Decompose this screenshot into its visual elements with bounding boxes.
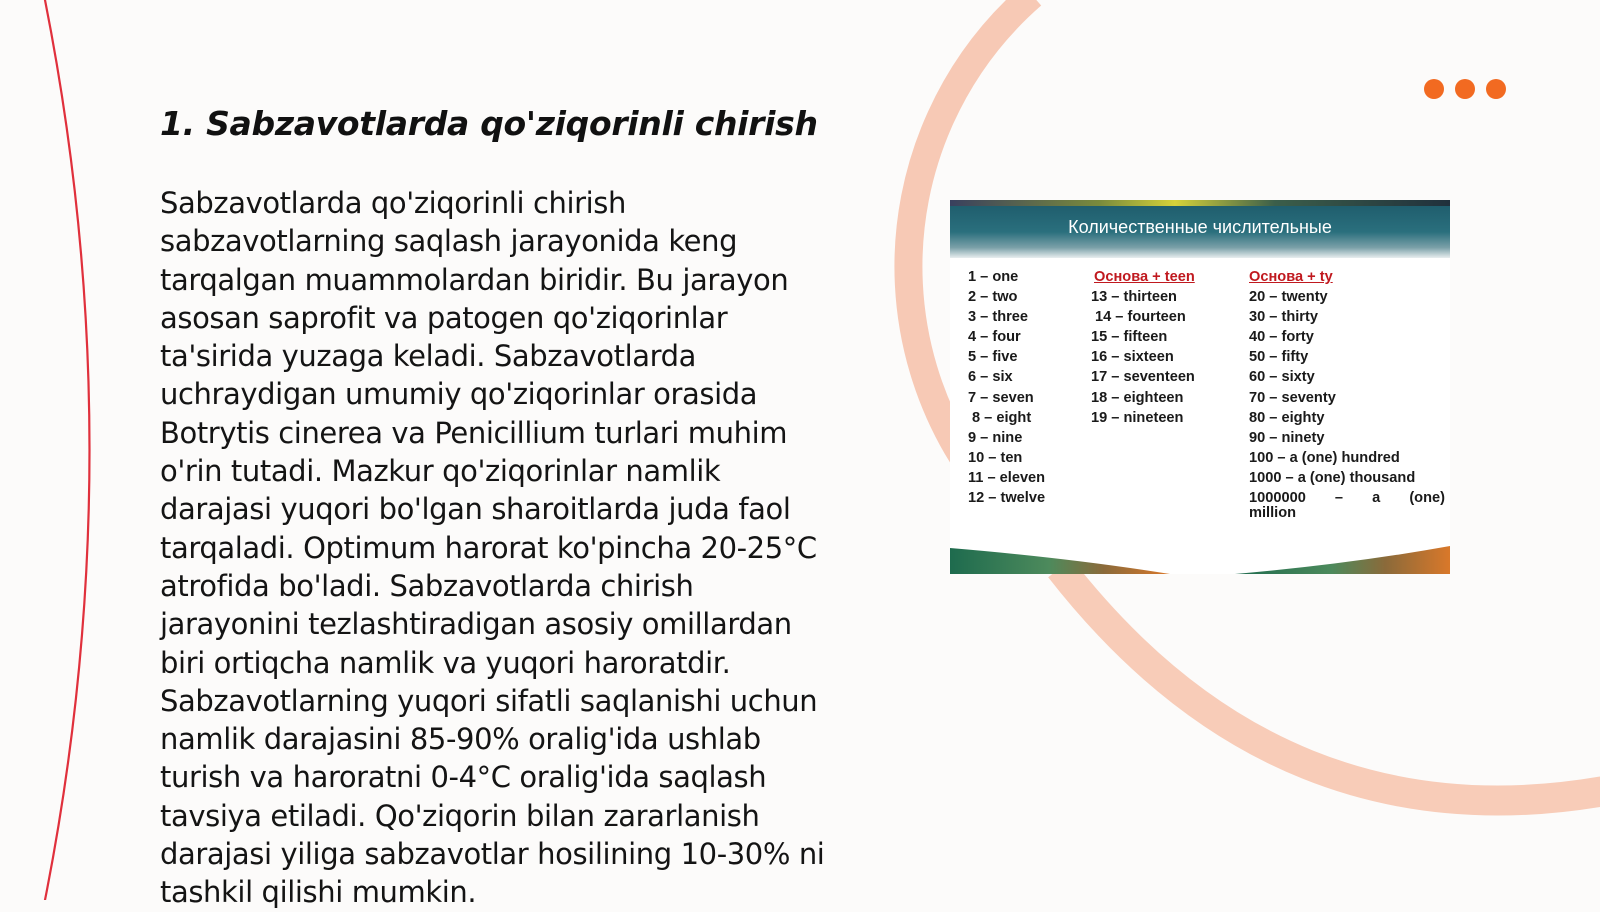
numeral-row: 6 – six [968,369,1013,386]
orange-dot [1455,79,1475,99]
numeral-row: 1 – one [968,269,1019,285]
million-tail: million [1249,505,1297,522]
numeral-row: 8 – eight [972,409,1032,426]
numeral-row: 18 – eighteen [1091,389,1184,406]
numeral-row: 16 – sixteen [1091,349,1174,366]
table-title: Количественные числительные [1068,217,1332,237]
orange-dot [1424,79,1444,99]
peach-ring-arc-lower [1060,568,1600,801]
numerals-column-1-12 [968,267,1045,508]
million-part: 1000000 [1249,490,1306,507]
numerals-table-image [950,200,1450,574]
million-part: – [1334,490,1344,507]
numeral-row: 100 – a (one) hundred [1249,449,1400,466]
numeral-row: 9 – nine [968,429,1023,446]
numeral-row: 80 – eighty [1249,409,1325,426]
dots-menu-icon [1424,79,1506,99]
million-part: (one) [1409,490,1445,507]
numeral-row: 3 – three [968,309,1029,326]
numeral-row: 70 – seventy [1249,389,1336,406]
numeral-row: 5 – five [968,349,1018,366]
numeral-row: 14 – fourteen [1095,309,1186,326]
column-header-ty: Основа + ty [1249,269,1333,285]
numeral-row: 20 – twenty [1249,289,1328,306]
numeral-row: 1000 – a (one) thousand [1249,469,1416,486]
numeral-row: 11 – eleven [968,469,1046,486]
column-header-teen: Основа + teen [1094,269,1195,285]
header-photo-strip [950,200,1450,206]
slide-title: 1. Sabzavotlarda qo'ziqorinli chirish [160,104,818,143]
table-footer-swoosh [950,546,1450,574]
numeral-row: 17 – seventeen [1091,369,1195,386]
numeral-row: 13 – thirteen [1091,289,1177,306]
numeral-row: 10 – ten [968,449,1023,466]
numeral-row: 90 – ninety [1249,429,1325,446]
numeral-row: 15 – fifteen [1091,329,1168,346]
numeral-row: 40 – forty [1249,329,1314,346]
numeral-row: 60 – sixty [1249,369,1315,386]
numeral-row: 2 – two [968,289,1018,306]
numeral-row: 12 – twelve [968,490,1046,507]
footer-wave-right [1235,546,1450,574]
numeral-row-million [1249,491,1445,505]
slide-body-text: Sabzavotlarda qo'ziqorinli chirish sabzavotlarning saqlash jarayonida keng tarqalgan muammolardan biridir. Bu jarayon asosan saprofit va patogen qo'ziqorinlar ta'sirida yuzaga keladi. Sabzavotlarda uchraydigan umumiy qo'ziqorinlar orasida Botrytis cinerea va Penicillium turlari muhim o'rin tutadi. Mazkur qo'ziqorinlar namlik darajasi yuqori bo'lgan sharoitlarda juda faol tarqaladi. Optimum harorat ko'pincha 20-25°C atrofida bo'ladi. Sabzavotlarda chirish jarayonini tezlashtiradigan asosiy omillardan biri ortiqcha namlik va yuqori haroratdir. Sabzavotlarning yuqori sifatli saqlanishi uchun namlik darajasini 85-90% oralig'ida ushlab turish va haroratni 0-4°C oralig'ida saqlash tavsiya etiladi. Qo'ziqorin bilan zararlanish darajasi yiliga sabzavotlar hosilining 10-30% ni tashkil qilishi mumkin. [160,186,825,910]
numeral-row: 30 – thirty [1249,309,1318,326]
orange-dot [1486,79,1506,99]
numeral-row: 19 – nineteen [1091,409,1184,426]
table-header-banner [950,200,1450,258]
numeral-row: 4 – four [968,329,1021,346]
million-part: a [1372,490,1381,507]
numeral-row: 7 – seven [968,389,1034,406]
left-red-arc [44,0,90,900]
numerals-column-teen [1091,267,1195,428]
footer-wave [950,548,1170,574]
numeral-row: 50 – fifty [1249,349,1309,366]
numerals-column-ty [1249,267,1445,521]
